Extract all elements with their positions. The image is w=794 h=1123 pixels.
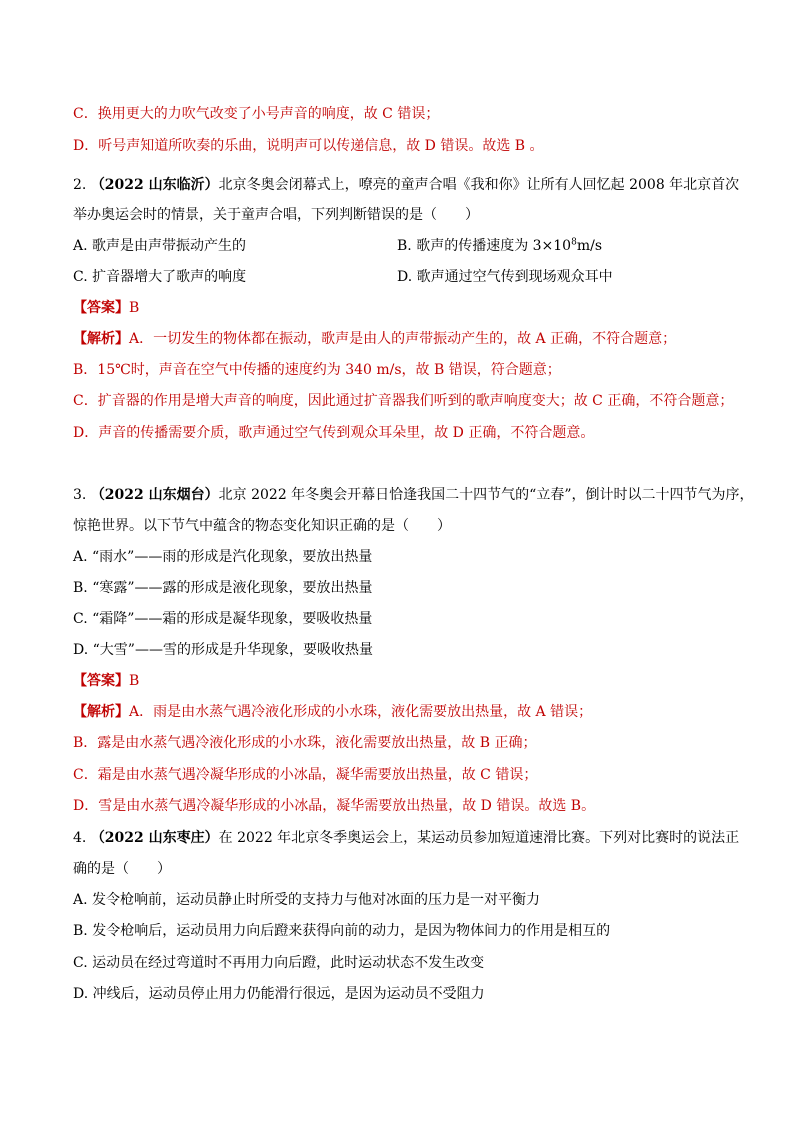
q3-analysis-b: B．露是由水蒸气遇冷液化形成的小水珠，液化需要放出热量，故 B 正确； bbox=[73, 735, 537, 751]
q3-answer-value: B bbox=[129, 673, 140, 689]
q4-option-c: C. 运动员在经过弯道时不再用力向后蹬，此时运动状态不发生改变 bbox=[73, 955, 485, 971]
q2-number: 2. bbox=[73, 177, 87, 193]
q4-stem-text1: 在 2022 年北京冬季奥运会上，某运动员参加短道速滑比赛。下列对比赛时的说法正 bbox=[218, 830, 740, 846]
q3-analysis-a bbox=[73, 703, 592, 721]
q2-option-b-exponent: 8 bbox=[571, 237, 577, 248]
q3-analysis-c: C．霜是由水蒸气遇冷凝华形成的小冰晶，凝华需要放出热量，故 C 错误； bbox=[73, 767, 538, 783]
q4-stem-line2: 确的是（ ） bbox=[73, 861, 171, 877]
q3-answer-label: 【答案】 bbox=[73, 673, 129, 689]
q2-stem-text1: 北京冬奥会闭幕式上，嘹亮的童声合唱《我和你》让所有人回忆起 2008 年北京首次 bbox=[218, 177, 740, 193]
q2-analysis-a bbox=[73, 330, 676, 348]
q2-option-c: C. 扩音器增大了歌声的响度 bbox=[73, 269, 247, 285]
q2-answer-label: 【答案】 bbox=[73, 300, 129, 316]
q3-analysis-label: 【解析】 bbox=[73, 704, 129, 720]
q2-source: （2022 山东临沂） bbox=[90, 177, 219, 193]
q4-number: 4. bbox=[73, 830, 87, 846]
prev-analysis-d: D．听号声知道所吹奏的乐曲，说明声可以传递信息，故 D 错误。故选 B 。 bbox=[73, 138, 544, 154]
q3-answer bbox=[73, 672, 139, 690]
q4-option-b: B. 发令枪响后，运动员用力向后蹬来获得向前的动力，是因为物体间力的作用是相互的 bbox=[73, 923, 611, 939]
q3-option-a: A. “雨水”——雨的形成是汽化现象，要放出热量 bbox=[73, 549, 373, 565]
q2-analysis-a-text: A．一切发生的物体都在振动，歌声是由人的声带振动产生的，故 A 正确，不符合题意； bbox=[129, 331, 677, 347]
q4-option-d: D. 冲线后，运动员停止用力仍能滑行很远，是因为运动员不受阻力 bbox=[73, 986, 485, 1002]
q4-stem-line1 bbox=[73, 829, 739, 847]
q3-stem-text1: 北京 2022 年冬奥会开幕日恰逢我国二十四节气的“立春”，倒计时以二十四节气为序， bbox=[218, 487, 754, 503]
q4-source: （2022 山东枣庄） bbox=[90, 830, 219, 846]
q2-analysis-label: 【解析】 bbox=[73, 331, 129, 347]
q2-analysis-d: D．声音的传播需要介质，歌声通过空气传到观众耳朵里，故 D 正确，不符合题意。 bbox=[73, 425, 595, 441]
q3-option-b: B. “寒露”——露的形成是液化现象，要放出热量 bbox=[73, 580, 373, 596]
q2-stem-line2: 举办奥运会时的情景，关于童声合唱，下列判断错误的是（ ） bbox=[73, 207, 479, 223]
q3-option-c: C. “霜降”——霜的形成是凝华现象，要吸收热量 bbox=[73, 611, 373, 627]
q3-stem-line1 bbox=[73, 486, 754, 504]
q2-option-b-unit: m/s bbox=[576, 238, 603, 254]
q3-number: 3. bbox=[73, 487, 87, 503]
q3-analysis-d: D．雪是由水蒸气遇冷凝华形成的小冰晶，凝华需要放出热量，故 D 错误。故选 B。 bbox=[73, 798, 596, 814]
q3-stem-line2: 惊艳世界。以下节气中蕴含的物态变化知识正确的是（ ） bbox=[73, 518, 451, 534]
q2-analysis-b: B．15℃时，声音在空气中传播的速度约为 340 m/s，故 B 错误，符合题意； bbox=[73, 362, 561, 378]
q2-answer bbox=[73, 299, 139, 317]
q2-analysis-c: C．扩音器的作用是增大声音的响度，因此通过扩音器我们听到的歌声响度变大；故 C 正确，不符合题意； bbox=[73, 393, 734, 409]
prev-analysis-c: C．换用更大的力吹气改变了小号声音的响度，故 C 错误； bbox=[73, 106, 440, 122]
q3-option-d: D. “大雪”——雪的形成是升华现象，要吸收热量 bbox=[73, 642, 373, 658]
q2-option-d: D. 歌声通过空气传到现场观众耳中 bbox=[397, 269, 613, 285]
q4-option-a: A. 发令枪响前，运动员静止时所受的支持力与他对冰面的压力是一对平衡力 bbox=[73, 892, 541, 908]
q2-option-a: A. 歌声是由声带振动产生的 bbox=[73, 238, 247, 254]
q2-stem-line1 bbox=[73, 176, 739, 194]
q2-option-b bbox=[397, 237, 602, 255]
q2-answer-value: B bbox=[129, 300, 140, 316]
q3-analysis-a-text: A．雨是由水蒸气遇冷液化形成的小水珠，液化需要放出热量，故 A 错误； bbox=[129, 704, 593, 720]
q3-source: （2022 山东烟台） bbox=[90, 487, 219, 503]
q2-option-b-prefix: B. 歌声的传播速度为 3×10 bbox=[397, 238, 572, 254]
